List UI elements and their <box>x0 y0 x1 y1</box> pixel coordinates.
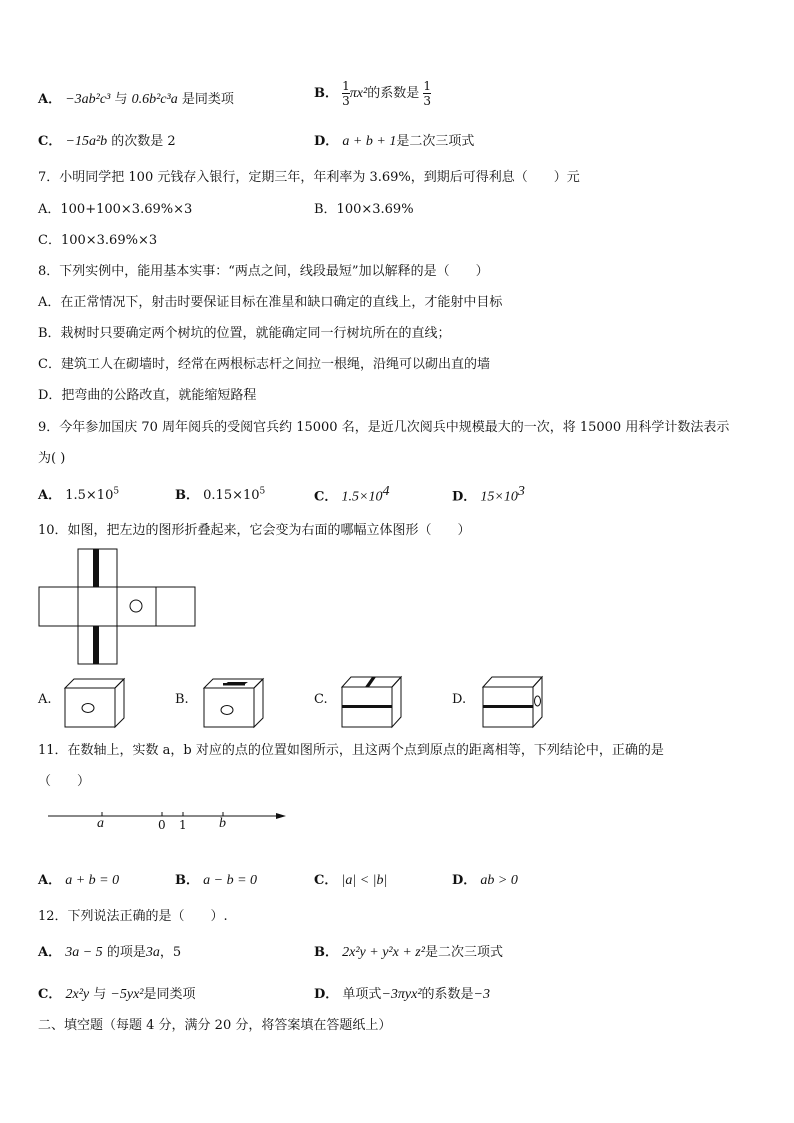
q11-stem: 11．在数轴上，实数 a，b 对应的点的位置如图所示，且这两个点到原点的距离相等，下列结论中，正确的是 <box>38 743 664 758</box>
axis-label-a: a <box>97 816 104 831</box>
q7-stem: 7．小明同学把 100 元钱存入银行，定期三年，年利率为 3.69%，到期后可得利息（ ）元 <box>38 170 580 185</box>
q9-option-a: A． $1.5\times 10^5$ <box>38 486 120 503</box>
q12-stem: 12．下列说法正确的是（ ）. <box>38 909 228 924</box>
cube-option-c <box>339 674 405 730</box>
cube-option-b <box>201 676 267 730</box>
q12-option-b: B． 2x²y + y²x + z²是二次三项式 <box>314 945 503 960</box>
q6-option-d: D． a + b + 1是二次三项式 <box>314 134 475 149</box>
q6-option-b: B． $\frac{1}{3}$ πx²的系数是 $\frac{1}{3}$ <box>314 79 432 108</box>
q8-option-c: C．建筑工人在砌墙时，经常在两根标志杆之间拉一根绳，沿绳可以砌出直的墙 <box>38 357 490 372</box>
q9-option-d: D． $15\times 10^3$ <box>452 484 525 505</box>
q11-stem-cont: （ ） <box>38 774 91 789</box>
fraction-one-third-answer: $\frac{1}{3}$ <box>423 79 432 108</box>
q8-option-b: B．栽树时只要确定两个树坑的位置，就能确定同一行树坑所在的直线； <box>38 326 451 341</box>
section-two-heading: 二、填空题（每题 4 分，满分 20 分，将答案填在答题纸上） <box>38 1018 392 1033</box>
axis-label-b: b <box>219 816 226 831</box>
q7-option-b: B．100×3.69% <box>314 202 414 217</box>
q8-stem: 8．下列实例中，能用基本实事：“两点之间，线段最短”加以解释的是（ ） <box>38 264 489 279</box>
q10-option-a-label: A. <box>38 692 52 707</box>
q8-option-a: A．在正常情况下，射击时要保证目标在准星和缺口确定的直线上，才能射中目标 <box>38 295 503 310</box>
q12-option-d: D． 单项式−3πyx²的系数是−3 <box>314 987 490 1002</box>
q11-option-b: B． a − b = 0 <box>175 873 258 888</box>
axis-label-zero: 0 <box>158 818 166 832</box>
q9-stem-cont: 为( ) <box>38 451 66 466</box>
q12-option-a: A． 3a − 5 的项是3a，5 <box>38 945 182 960</box>
axis-label-one: 1 <box>179 818 187 832</box>
q10-option-c-label: C. <box>314 692 328 707</box>
cube-option-a <box>62 676 128 730</box>
q6-option-a: A． −3ab²c³ 与 0.6b²c³a 是同类项 <box>38 92 234 107</box>
cube-option-d <box>480 674 546 730</box>
q7-option-c: C．100×3.69%×3 <box>38 233 158 248</box>
q6-option-c: C． −15a²b 的次数是 2 <box>38 134 176 149</box>
q11-option-a: A． a + b = 0 <box>38 873 120 888</box>
q10-option-d-label: D. <box>452 692 467 707</box>
q10-stem: 10．如图，把左边的图形折叠起来，它会变为右面的哪幅立体图形（ ） <box>38 523 471 538</box>
cube-net-figure <box>38 548 198 666</box>
fraction-one-third: $\frac{1}{3}$ <box>342 79 350 108</box>
q11-option-d: D． ab > 0 <box>452 873 518 888</box>
q11-option-c: C． |a| < |b| <box>314 873 388 888</box>
q9-option-c: C． $1.5\times 10^4$ <box>314 484 390 505</box>
q12-option-c: C． 2x²y 与 −5yx²是同类项 <box>38 987 196 1002</box>
q8-option-d: D．把弯曲的公路改直，就能缩短路程 <box>38 388 257 403</box>
number-line-figure <box>44 804 294 840</box>
q9-option-b: B． $0.15\times 10^5$ <box>175 486 266 503</box>
q10-option-b-label: B. <box>175 692 189 707</box>
q7-option-a: A．100+100×3.69%×3 <box>38 202 193 217</box>
q9-stem: 9．今年参加国庆 70 周年阅兵的受阅官兵约 15000 名，是近几次阅兵中规模最大的一次，将 15000 用科学计数法表示 <box>38 420 730 435</box>
